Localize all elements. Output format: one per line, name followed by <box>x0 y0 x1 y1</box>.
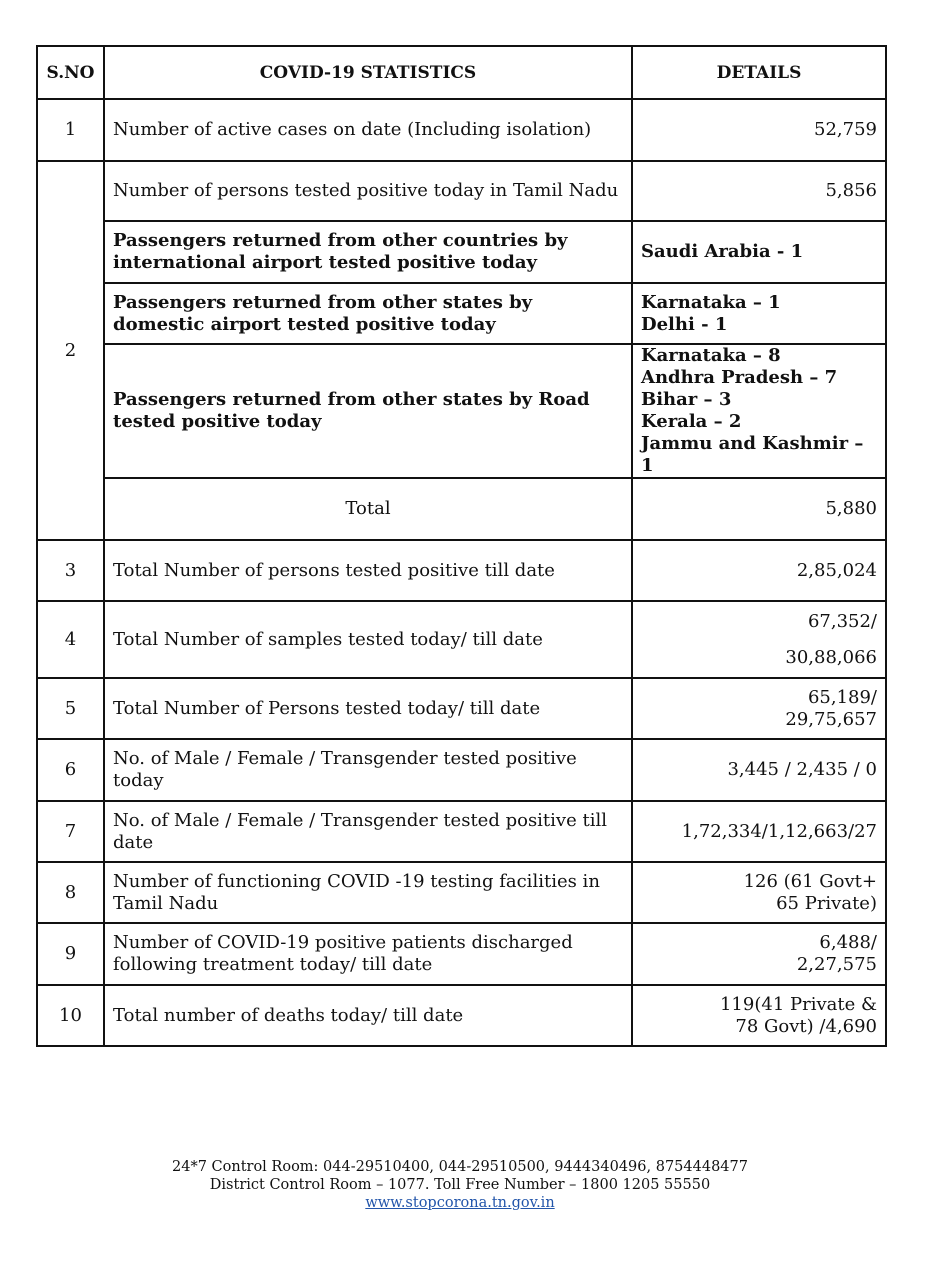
row-label: Total Number of persons tested positive till date <box>104 540 632 601</box>
table-row <box>37 221 886 283</box>
row-label: Number of active cases on date (Including isolation) <box>104 99 632 161</box>
total-label: Total <box>104 478 632 540</box>
value-line: 78 Govt) /4,690 <box>735 1015 877 1037</box>
header-sno: S.NO <box>37 46 104 99</box>
row-label: No. of Male / Female / Transgender tested positive today <box>104 739 632 801</box>
table-row <box>37 601 886 678</box>
row-label: Number of functioning COVID -19 testing facilities in Tamil Nadu <box>104 862 632 923</box>
row-value: 52,759 <box>632 99 886 161</box>
row-label: No. of Male / Female / Transgender tested positive till date <box>104 801 632 862</box>
table-row <box>37 985 886 1046</box>
covid-statistics-table <box>36 45 887 1047</box>
value-line: 6,488/ <box>819 932 877 953</box>
value-line: 2,27,575 <box>796 954 877 975</box>
row-value <box>632 985 886 1046</box>
table-row <box>37 161 886 221</box>
row-label: Passengers returned from other states by Road tested positive today <box>104 344 632 478</box>
state-entry: Bihar – 3 <box>641 389 732 410</box>
row-sno: 7 <box>37 801 104 862</box>
row-sno: 2 <box>37 161 104 540</box>
district-control-line: District Control Room – 1077. Toll Free Number – 1800 1205 55550 <box>209 1177 711 1193</box>
row-value <box>632 601 886 678</box>
header-details: DETAILS <box>632 46 886 99</box>
control-room-line: 24*7 Control Room: 044-29510400, 044-29510500, 9444340496, 8754448477 <box>172 1159 748 1175</box>
table-row <box>37 801 886 862</box>
table-row <box>37 344 886 478</box>
state-entry: Andhra Pradesh – 7 <box>641 367 838 388</box>
row-label: Number of persons tested positive today in Tamil Nadu <box>104 161 632 221</box>
state-entry: Delhi - 1 <box>641 313 728 335</box>
row-value: 1,72,334/1,12,663/27 <box>632 801 886 862</box>
row-value: 5,856 <box>632 161 886 221</box>
value-line: 30,88,066 <box>785 646 877 668</box>
value-line: 119(41 Private & <box>719 993 877 1015</box>
state-entry: Karnataka – 1 <box>641 291 781 313</box>
table-row <box>37 923 886 985</box>
row-sno: 8 <box>37 862 104 923</box>
table-row <box>37 283 886 344</box>
table-row <box>37 862 886 923</box>
state-entry: Kerala – 2 <box>641 411 742 432</box>
table-row <box>37 478 886 540</box>
value-line: 29,75,657 <box>785 708 877 730</box>
row-label: Passengers returned from other states by domestic airport tested positive today <box>104 283 632 344</box>
row-value <box>632 283 886 344</box>
value-line: 65 Private) <box>776 892 877 914</box>
row-sno: 5 <box>37 678 104 739</box>
table-row <box>37 99 886 161</box>
value-line: 65,189/ <box>807 686 877 708</box>
row-sno: 6 <box>37 739 104 801</box>
total-value: 5,880 <box>632 478 886 540</box>
row-sno: 4 <box>37 601 104 678</box>
row-sno: 3 <box>37 540 104 601</box>
state-entry: Karnataka – 8 <box>641 345 781 366</box>
row-value: 2,85,024 <box>632 540 886 601</box>
table-row <box>37 678 886 739</box>
table-header-row <box>37 46 886 99</box>
row-label: Total Number of Persons tested today/ till date <box>104 678 632 739</box>
row-sno: 9 <box>37 923 104 985</box>
table-row <box>37 739 886 801</box>
value-line: 126 (61 Govt+ <box>743 870 877 892</box>
row-value <box>632 923 886 985</box>
row-label: Number of COVID-19 positive patients discharged following treatment today/ till date <box>104 923 632 985</box>
website-link[interactable]: www.stopcorona.tn.gov.in <box>365 1195 555 1211</box>
row-sno: 1 <box>37 99 104 161</box>
row-value: Saudi Arabia - 1 <box>632 221 886 283</box>
header-statistics: COVID-19 STATISTICS <box>104 46 632 99</box>
row-label: Total number of deaths today/ till date <box>104 985 632 1046</box>
row-value: 3,445 / 2,435 / 0 <box>632 739 886 801</box>
table-row <box>37 540 886 601</box>
row-label: Total Number of samples tested today/ till date <box>104 601 632 678</box>
row-value <box>632 678 886 739</box>
row-value <box>632 862 886 923</box>
state-entry: Jammu and Kashmir – 1 <box>641 433 864 476</box>
footer <box>0 1158 920 1212</box>
row-value <box>632 344 886 478</box>
row-sno: 10 <box>37 985 104 1046</box>
value-line: 67,352/ <box>807 610 877 632</box>
row-label: Passengers returned from other countries by international airport tested positive today <box>104 221 632 283</box>
